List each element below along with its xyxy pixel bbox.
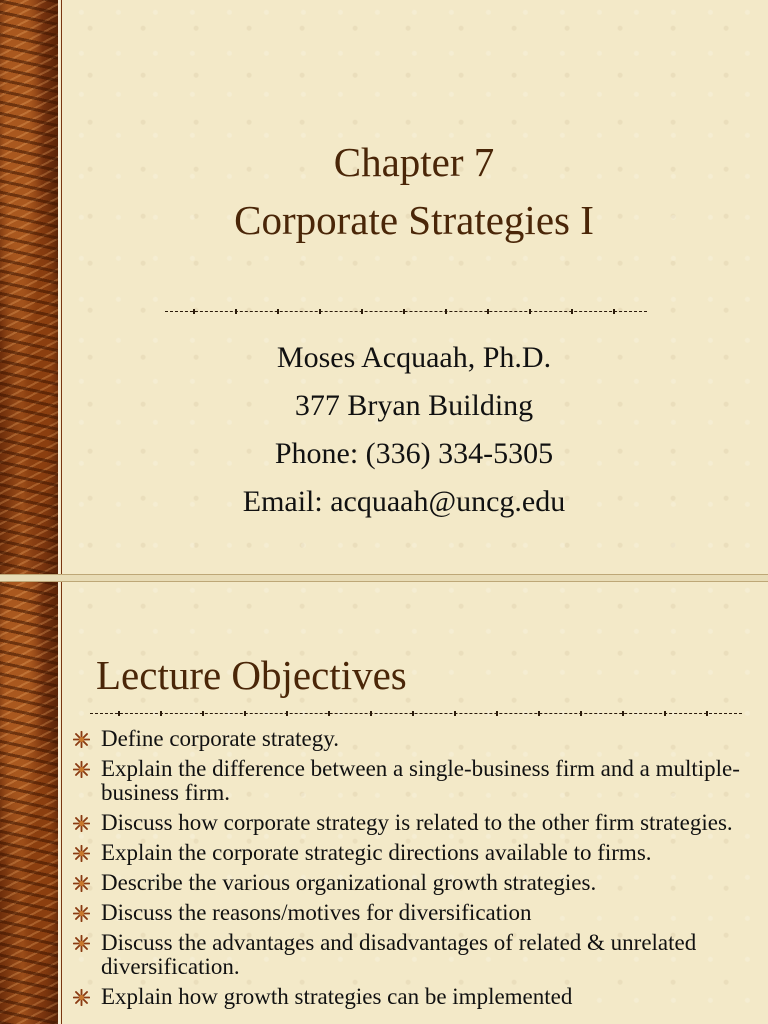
sidebar-edge <box>58 578 60 1024</box>
list-item <box>70 841 750 865</box>
title-line-chapter: Chapter 7 <box>333 139 495 185</box>
list-item <box>70 757 750 805</box>
list-item <box>70 811 750 835</box>
presenter-email: Email: acquaah@uncg.edu <box>242 485 566 518</box>
objectives-heading: Lecture Objectives <box>96 652 407 698</box>
presenter-office: 377 Bryan Building <box>294 389 534 422</box>
starburst-bullet-icon <box>73 845 90 862</box>
slide-separator <box>0 574 768 582</box>
wood-sidebar <box>0 578 58 1024</box>
list-item <box>70 931 750 979</box>
objectives-list <box>70 727 750 1015</box>
sidebar-edge-shadow <box>61 578 62 1024</box>
list-item <box>70 727 750 751</box>
starburst-bullet-icon <box>73 905 90 922</box>
starburst-bullet-icon <box>73 815 90 832</box>
list-item-text: Explain the corporate strategic directions available to firms. <box>101 840 652 865</box>
slide-title <box>60 133 768 249</box>
list-item-text: Explain how growth strategies can be implemented <box>101 984 573 1009</box>
list-item <box>70 871 750 895</box>
starburst-bullet-icon <box>73 935 90 952</box>
presenter-name: Moses Acquaah, Ph.D. <box>276 341 552 374</box>
title-line-topic: Corporate Strategies I <box>234 197 594 243</box>
list-item-text: Discuss how corporate strategy is related to the other firm strategies. <box>101 810 733 835</box>
list-item-text: Discuss the advantages and disadvantages of related & unrelated diversification. <box>101 930 697 979</box>
title-divider <box>165 311 647 315</box>
list-item <box>70 901 750 925</box>
list-item-text: Discuss the reasons/motives for diversification <box>101 900 532 925</box>
starburst-bullet-icon <box>73 761 90 778</box>
list-item-text: Describe the various organizational growth strategies. <box>101 870 597 895</box>
presenter-phone: Phone: (336) 334-5305 <box>274 437 554 470</box>
starburst-bullet-icon <box>73 875 90 892</box>
list-item <box>70 985 750 1009</box>
starburst-bullet-icon <box>73 989 90 1006</box>
heading-divider <box>90 713 742 717</box>
list-item-text: Define corporate strategy. <box>101 726 339 751</box>
list-item-text: Explain the difference between a single-business firm and a multiple-business firm. <box>101 756 740 805</box>
presenter-info <box>60 334 768 526</box>
starburst-bullet-icon <box>73 731 90 748</box>
